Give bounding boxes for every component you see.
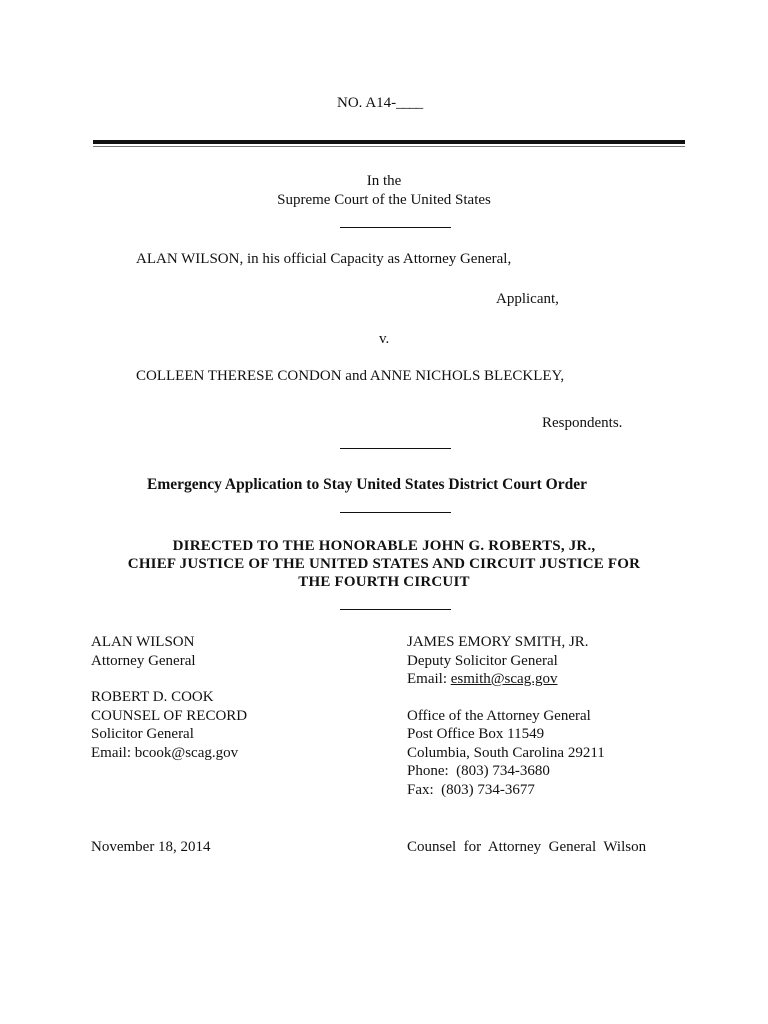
directed-to-line-2: CHIEF JUSTICE OF THE UNITED STATES AND CIRCUIT JUSTICE FOR <box>127 556 641 572</box>
application-title: Emergency Application to Stay United States District Court Order <box>147 476 587 493</box>
filing-date: November 18, 2014 <box>91 839 211 855</box>
applicant-name: ALAN WILSON, in his official Capacity as Attorney General, <box>136 251 512 267</box>
counsel-title-wilson: Attorney General <box>91 652 196 669</box>
email-label: Email: <box>407 671 451 687</box>
email-smith[interactable]: esmith@scag.gov <box>450 671 558 687</box>
directed-to-line-1: DIRECTED TO THE HONORABLE JOHN G. ROBERTS, JR., <box>172 538 596 554</box>
court-line-1: In the <box>366 173 402 189</box>
email-label: Email: <box>91 744 135 761</box>
email-cook[interactable]: bcook@scag.gov <box>134 744 239 761</box>
counsel-email-smith-line <box>407 670 605 689</box>
counsel-email-cook-line <box>91 744 247 763</box>
respondent-names: COLLEEN THERESE CONDON and ANNE NICHOLS BLECKLEY, <box>136 368 565 384</box>
counsel-title-cook: Solicitor General <box>91 726 194 742</box>
right-counsel-block <box>407 633 605 799</box>
counsel-role-cook: COUNSEL OF RECORD <box>91 707 248 724</box>
directed-to-line-3: THE FOURTH CIRCUIT <box>298 574 470 590</box>
docket-blank: ____ <box>396 95 423 111</box>
header-rule-thin <box>93 146 685 147</box>
court-name: Supreme Court of the United States <box>277 192 491 208</box>
office-name: Office of the Attorney General <box>407 707 591 724</box>
left-counsel-block <box>91 633 247 762</box>
counsel-title-smith: Deputy Solicitor General <box>407 652 558 669</box>
respondent-label: Respondents. <box>542 415 623 431</box>
city-state-zip: Columbia, South Carolina 29211 <box>407 744 605 761</box>
divider-3 <box>340 512 451 513</box>
divider-4 <box>340 609 451 610</box>
counsel-for: Counsel for Attorney General Wilson <box>407 839 647 855</box>
phone-number: Phone: (803) 734-3680 <box>407 763 550 779</box>
docket-prefix: NO. A14- <box>337 95 397 111</box>
fax-number: Fax: (803) 734-3677 <box>407 781 535 798</box>
docket-number <box>337 94 422 113</box>
divider-2 <box>340 448 451 449</box>
applicant-label: Applicant, <box>496 291 559 307</box>
header-rule <box>93 140 685 144</box>
po-box: Post Office Box 11549 <box>407 726 545 742</box>
counsel-name-cook: ROBERT D. COOK <box>91 689 214 705</box>
counsel-name-smith: JAMES EMORY SMITH, JR. <box>407 634 589 650</box>
counsel-name-wilson: ALAN WILSON <box>91 634 195 650</box>
divider-1 <box>340 227 451 228</box>
versus: v. <box>379 331 390 347</box>
